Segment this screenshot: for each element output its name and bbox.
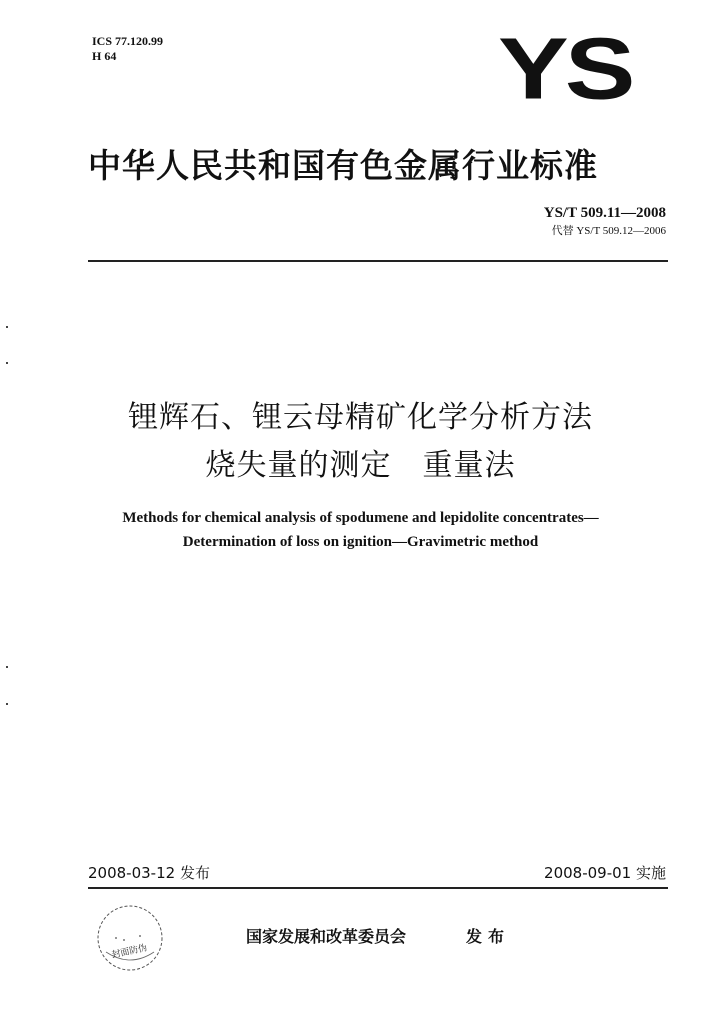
classification-code: H 64	[92, 49, 117, 63]
standard-title: 中华人民共和国有色金属行业标准	[88, 146, 598, 185]
publish-label: 发布	[466, 927, 511, 946]
standard-number: YS/T 509.11—2008	[543, 205, 666, 221]
scan-speck	[6, 666, 8, 668]
chinese-title-line-1: 锂辉石、锂云母精矿化学分析方法	[128, 400, 593, 435]
implementation-date: 2008-09-01 实施	[544, 864, 666, 882]
ics-code: ICS 77.120.99	[92, 34, 164, 48]
top-divider	[88, 260, 668, 262]
scan-speck	[6, 703, 8, 705]
english-title-line-1: Methods for chemical analysis of spodumene and lepidolite concentrates—	[122, 510, 599, 526]
ics-code-block	[92, 34, 163, 64]
issue-date: 2008-03-12 发布	[88, 864, 210, 882]
publisher-name: 国家发展和改革委员会	[246, 927, 407, 946]
anti-counterfeit-seal-icon	[94, 902, 166, 974]
replaces-standard: 代替 YS/T 509.12—2006	[551, 225, 666, 237]
bottom-divider	[88, 887, 668, 889]
svg-text:封面防伪: 封面防伪	[110, 943, 149, 961]
ys-logo: YS	[498, 20, 632, 118]
chinese-title-line-2: 烧失量的测定 重量法	[205, 448, 516, 483]
english-title-line-2: Determination of loss on ignition—Gravimetric method	[182, 534, 539, 550]
scan-speck	[6, 362, 8, 364]
scan-speck	[6, 326, 8, 328]
